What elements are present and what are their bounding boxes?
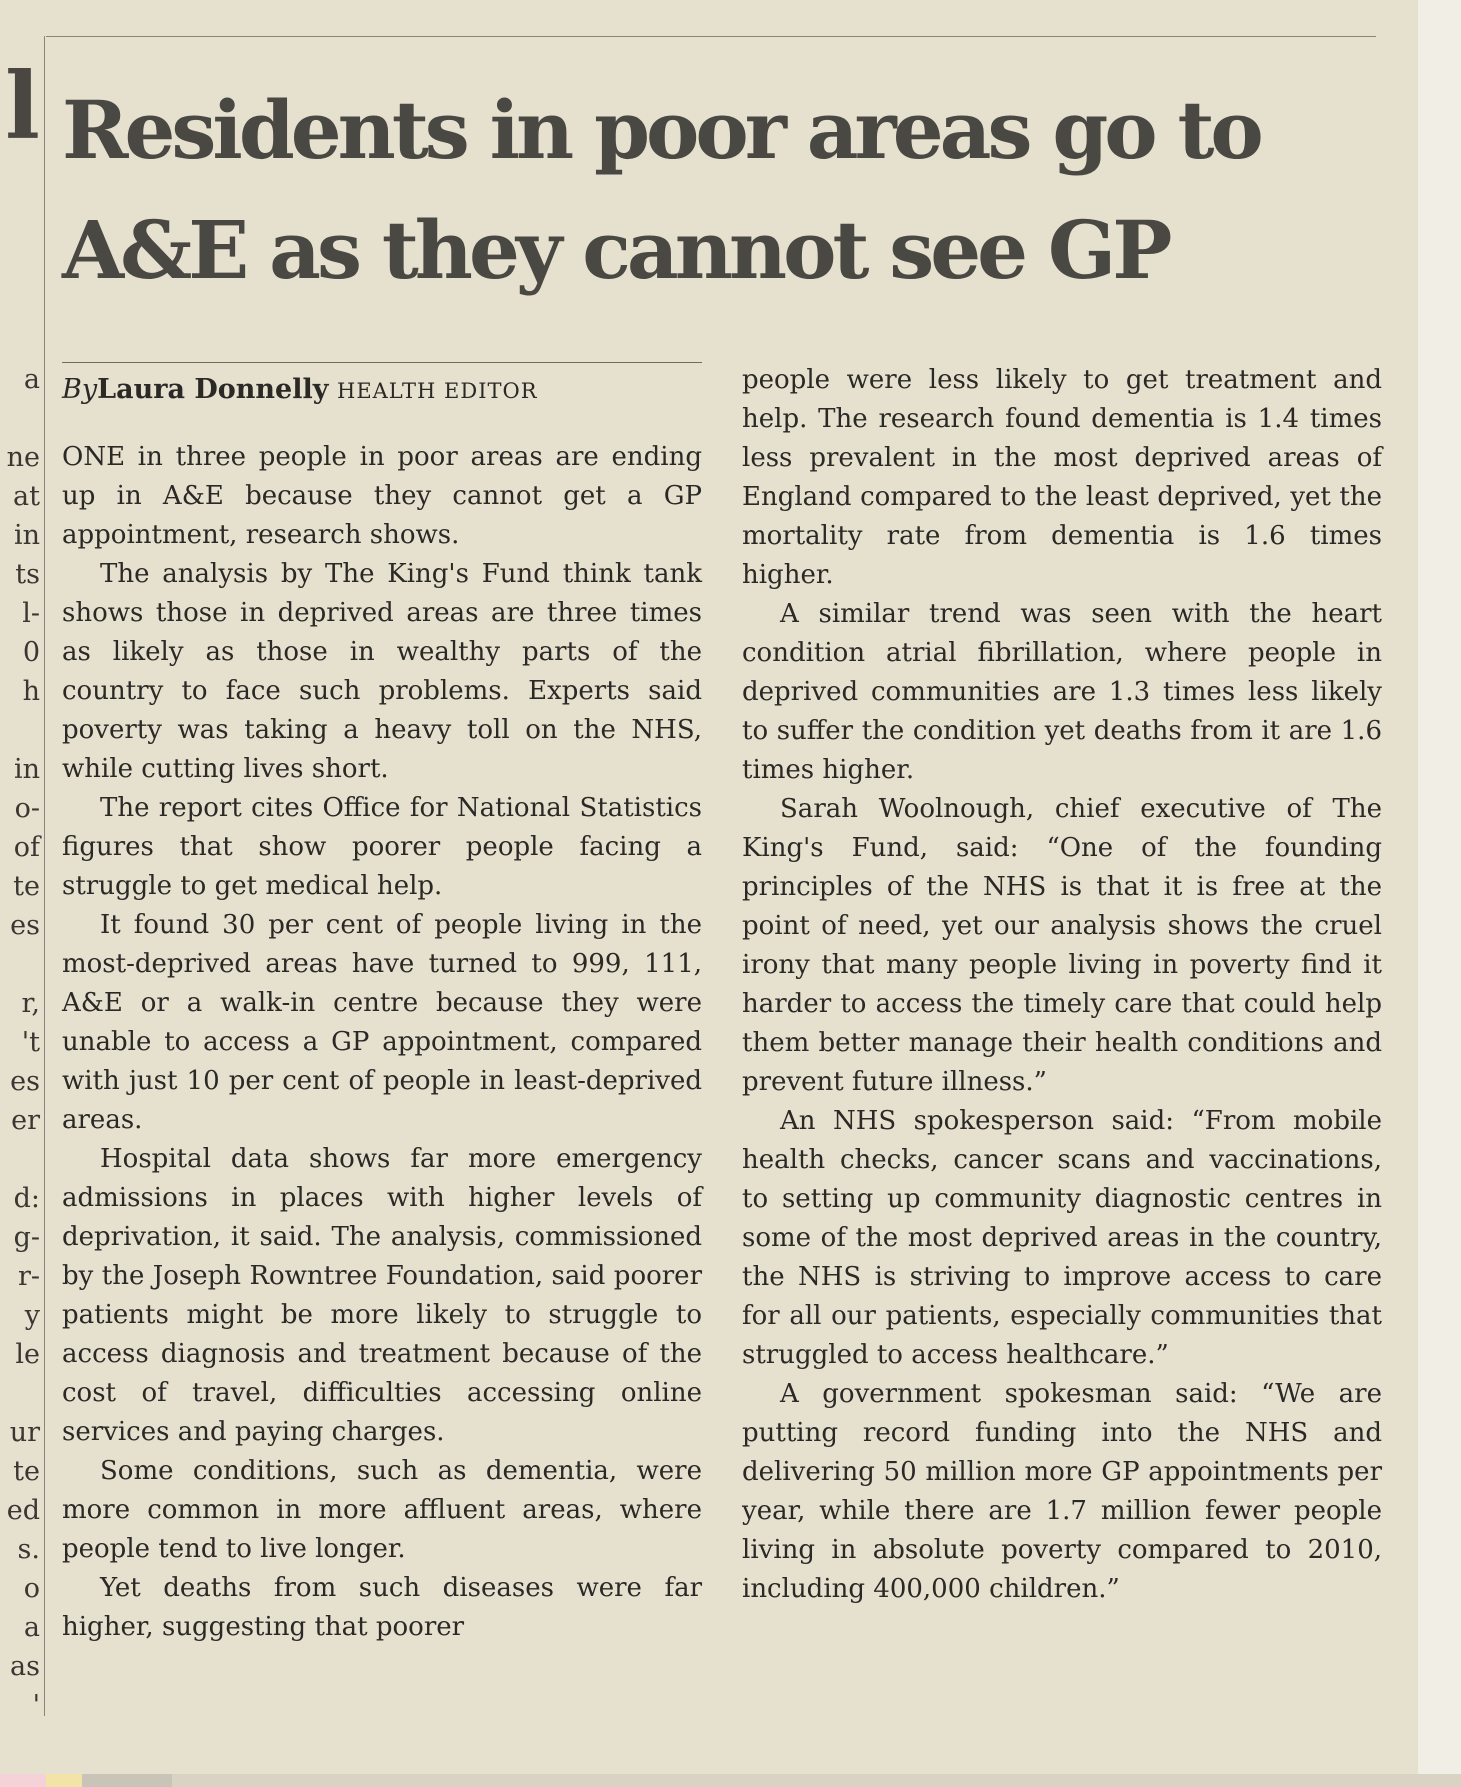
adjacent-text-fragment: at (13, 481, 40, 512)
paragraph: The report cites Office for National Statistics figures that show poorer people facing a struggle to get medical help. (62, 793, 702, 901)
paragraph: A government spokesman said: “We are putting record funding into the NHS and delivering 50 million more GP appointments per year, while there are 1.7 million fewer people living in absolute poverty compared to 2010, including 400,000 children.” (742, 1379, 1382, 1604)
article-column-1 (62, 438, 702, 1647)
adjacent-text-fragment: o- (14, 793, 40, 824)
column-divider (44, 36, 45, 1716)
adjacent-text-fragment: r- (17, 1261, 40, 1292)
color-swatch (46, 1774, 82, 1787)
adjacent-text-fragment: g- (13, 1222, 40, 1253)
adjacent-text-fragment: te (13, 1456, 40, 1487)
adjacent-text-fragment: ' (32, 1690, 40, 1721)
color-swatch (82, 1774, 172, 1787)
byline-rule (62, 362, 702, 363)
top-rule (46, 36, 1376, 37)
headline: Residents in poor areas go to A&E as they cannot see GP (62, 83, 1260, 297)
paragraph: Some conditions, such as dementia, were more common in more affluent areas, where people tend to live longer. (62, 1456, 702, 1564)
adjacent-text-fragment: er (11, 1105, 40, 1136)
adjacent-text-fragment: le (15, 1339, 40, 1370)
paragraph: Hospital data shows far more emergency admissions in places with higher levels of deprivation, it said. The analysis, commissioned by the Joseph Rowntree Foundation, said poorer patients might be more likely to struggle to access diagnosis and treatment because of the cost of travel, difficulties accessing online services and paying charges. (62, 1144, 702, 1447)
adjacent-text-fragment: a (23, 364, 40, 395)
bottom-edge (0, 1774, 1461, 1787)
paragraph: It found 30 per cent of people living in the most-deprived areas have turned to 999, 111, A&E or a walk-in centre because they were unable to access a GP appointment, compared with just 10 per cent of people in least-deprived areas. (62, 910, 702, 1135)
adjacent-text-fragment: es (10, 910, 40, 941)
paragraph: people were less likely to get treatment and help. The research found dementia is 1.4 times less prevalent in the most deprived areas of England compared to the least deprived, yet the mortality rate from dementia is 1.6 times higher. (742, 365, 1382, 590)
adjacent-text-fragment: in (13, 754, 40, 785)
page-margin (1418, 0, 1461, 1787)
adjacent-text-fragment: as (10, 1651, 40, 1682)
adjacent-text-fragment: s. (17, 1534, 40, 1565)
adjacent-text-fragment: h (22, 676, 40, 707)
adjacent-column-fragment (0, 0, 44, 1787)
adjacent-text-fragment: 0 (22, 637, 40, 668)
paragraph: Yet deaths from such diseases were far higher, suggesting that poorer (62, 1573, 702, 1642)
adjacent-text-fragment: 't (21, 1027, 40, 1058)
adjacent-text-fragment: a (23, 1612, 40, 1643)
paragraph: Sarah Woolnough, chief executive of The King's Fund, said: “One of the founding principles of the NHS is that it is free at the point of need, yet our analysis shows the cruel irony that many people living in poverty find it harder to access the timely care that could help them better manage their health conditions and prevent future illness.” (742, 794, 1382, 1097)
adjacent-text-fragment: ne (6, 442, 40, 473)
adjacent-text-fragment: y (24, 1300, 40, 1331)
adjacent-text-fragment: te (13, 871, 40, 902)
adjacent-text-fragment: d: (13, 1183, 40, 1214)
adjacent-text-fragment: ts (15, 559, 40, 590)
paragraph: ONE in three people in poor areas are ending up in A&E because they cannot get a GP appointment, research shows. (62, 442, 702, 550)
adjacent-text-fragment: l- (22, 598, 40, 629)
author-name: Laura Donnelly (97, 374, 329, 405)
byline (62, 374, 712, 405)
adjacent-text-fragment: ed (6, 1495, 40, 1526)
paragraph: The analysis by The King's Fund think tank shows those in deprived areas are three times as likely as those in wealthy parts of the country to face such problems. Experts said poverty was taking a heavy toll on the NHS, while cutting lives short. (62, 559, 702, 784)
article-column-2 (742, 361, 1382, 1609)
byline-by: By (62, 374, 98, 405)
adjacent-text-fragment: r, (21, 988, 40, 1019)
color-swatch (0, 1774, 46, 1787)
paragraph: An NHS spokesperson said: “From mobile health checks, cancer scans and vaccinations, to setting up community diagnostic centres in some of the most deprived areas in the country, the NHS is striving to improve access to care for all our patients, especially communities that struggled to access healthcare.” (742, 1106, 1382, 1370)
adjacent-headline-fragment: l (5, 52, 40, 160)
adjacent-text-fragment: o (23, 1573, 40, 1604)
adjacent-text-fragment: ur (9, 1417, 40, 1448)
adjacent-text-fragment: es (10, 1066, 40, 1097)
author-role: HEALTH EDITOR (337, 379, 538, 403)
adjacent-text-fragment: of (13, 832, 40, 863)
adjacent-text-fragment: in (13, 520, 40, 551)
paragraph: A similar trend was seen with the heart condition atrial fibrillation, where people in deprived communities are 1.3 times less likely to suffer the condition yet deaths from it are 1.6 times higher. (742, 599, 1382, 785)
